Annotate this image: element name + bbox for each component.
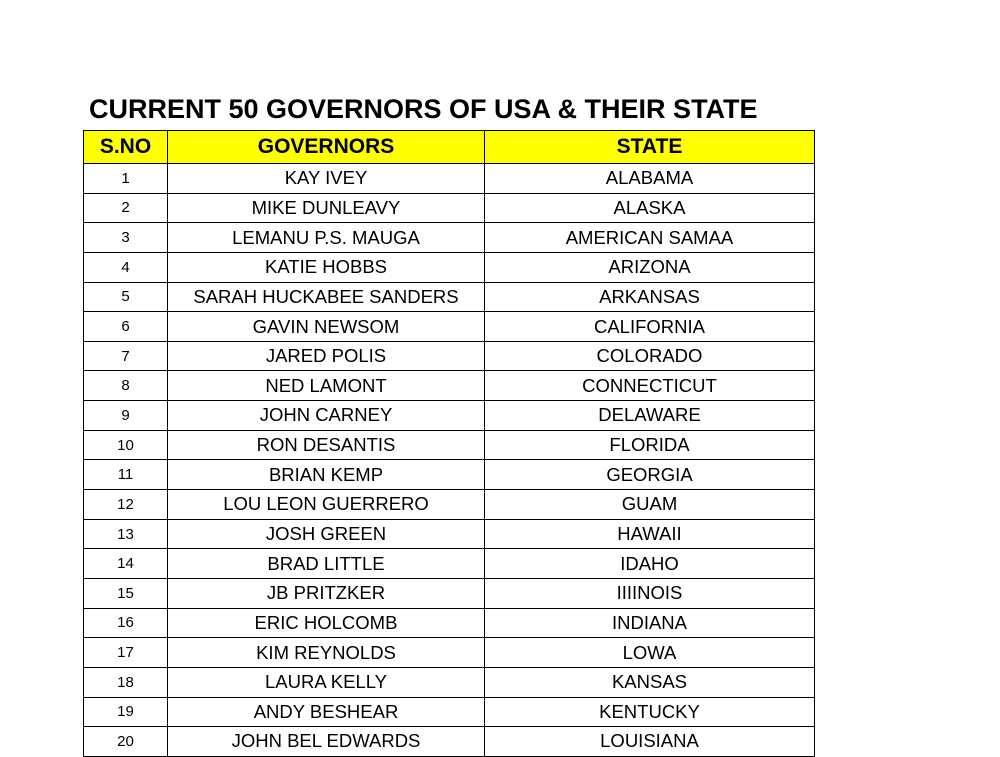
row-state: KENTUCKY	[485, 697, 815, 727]
row-sno: 11	[84, 460, 168, 490]
row-governor: GAVIN NEWSOM	[168, 312, 485, 342]
row-governor: JARED POLIS	[168, 341, 485, 371]
header-sno: S.NO	[84, 131, 168, 164]
table-row	[84, 578, 815, 608]
row-sno: 13	[84, 519, 168, 549]
row-state: IIIINOIS	[485, 578, 815, 608]
row-governor: BRAD LITTLE	[168, 549, 485, 579]
row-governor: JOHN CARNEY	[168, 401, 485, 431]
row-governor: JB PRITZKER	[168, 578, 485, 608]
row-state: GUAM	[485, 490, 815, 520]
row-governor: RON DESANTIS	[168, 430, 485, 460]
row-state: ALASKA	[485, 193, 815, 223]
row-governor: KATIE HOBBS	[168, 252, 485, 282]
table-row	[84, 608, 815, 638]
row-state: CONNECTICUT	[485, 371, 815, 401]
table-row	[84, 371, 815, 401]
row-governor: LEMANU P.S. MAUGA	[168, 223, 485, 253]
table-row	[84, 223, 815, 253]
row-state: GEORGIA	[485, 460, 815, 490]
row-governor: SARAH HUCKABEE SANDERS	[168, 282, 485, 312]
row-governor: ERIC HOLCOMB	[168, 608, 485, 638]
table-row	[84, 638, 815, 668]
row-sno: 3	[84, 223, 168, 253]
row-sno: 8	[84, 371, 168, 401]
row-governor: ANDY BESHEAR	[168, 697, 485, 727]
table-row	[84, 490, 815, 520]
table-row	[84, 549, 815, 579]
row-sno: 4	[84, 252, 168, 282]
row-sno: 17	[84, 638, 168, 668]
row-state: AMERICAN SAMAA	[485, 223, 815, 253]
table-row	[84, 193, 815, 223]
row-state: ARKANSAS	[485, 282, 815, 312]
row-governor: JOSH GREEN	[168, 519, 485, 549]
row-governor: KIM REYNOLDS	[168, 638, 485, 668]
row-sno: 19	[84, 697, 168, 727]
row-sno: 18	[84, 667, 168, 697]
page-title: CURRENT 50 GOVERNORS OF USA & THEIR STATE	[89, 94, 758, 124]
table-row	[84, 697, 815, 727]
row-state: ARIZONA	[485, 252, 815, 282]
row-state: LOUISIANA	[485, 727, 815, 757]
row-state: HAWAII	[485, 519, 815, 549]
row-state: IDAHO	[485, 549, 815, 579]
row-state: ALABAMA	[485, 164, 815, 194]
table-row	[84, 282, 815, 312]
row-state: LOWA	[485, 638, 815, 668]
row-sno: 6	[84, 312, 168, 342]
row-sno: 16	[84, 608, 168, 638]
header-governors: GOVERNORS	[168, 131, 485, 164]
table-row	[84, 252, 815, 282]
row-sno: 10	[84, 430, 168, 460]
row-sno: 20	[84, 727, 168, 757]
table-row	[84, 341, 815, 371]
table-row	[84, 430, 815, 460]
row-governor: MIKE DUNLEAVY	[168, 193, 485, 223]
table-row	[84, 164, 815, 194]
table-row	[84, 519, 815, 549]
row-sno: 15	[84, 578, 168, 608]
row-state: INDIANA	[485, 608, 815, 638]
row-state: CALIFORNIA	[485, 312, 815, 342]
row-sno: 14	[84, 549, 168, 579]
row-sno: 2	[84, 193, 168, 223]
table-row	[84, 312, 815, 342]
table-row	[84, 401, 815, 431]
row-state: KANSAS	[485, 667, 815, 697]
row-state: DELAWARE	[485, 401, 815, 431]
row-sno: 9	[84, 401, 168, 431]
table-row	[84, 667, 815, 697]
row-governor: LOU LEON GUERRERO	[168, 490, 485, 520]
row-governor: JOHN BEL EDWARDS	[168, 727, 485, 757]
table-row	[84, 460, 815, 490]
row-governor: BRIAN KEMP	[168, 460, 485, 490]
header-state: STATE	[485, 131, 815, 164]
row-sno: 5	[84, 282, 168, 312]
row-governor: LAURA KELLY	[168, 667, 485, 697]
table-row	[84, 727, 815, 757]
row-governor: KAY IVEY	[168, 164, 485, 194]
row-sno: 7	[84, 341, 168, 371]
row-state: COLORADO	[485, 341, 815, 371]
row-sno: 12	[84, 490, 168, 520]
table-header-row	[84, 131, 815, 164]
row-sno: 1	[84, 164, 168, 194]
row-state: FLORIDA	[485, 430, 815, 460]
row-governor: NED LAMONT	[168, 371, 485, 401]
governors-table	[83, 130, 815, 757]
